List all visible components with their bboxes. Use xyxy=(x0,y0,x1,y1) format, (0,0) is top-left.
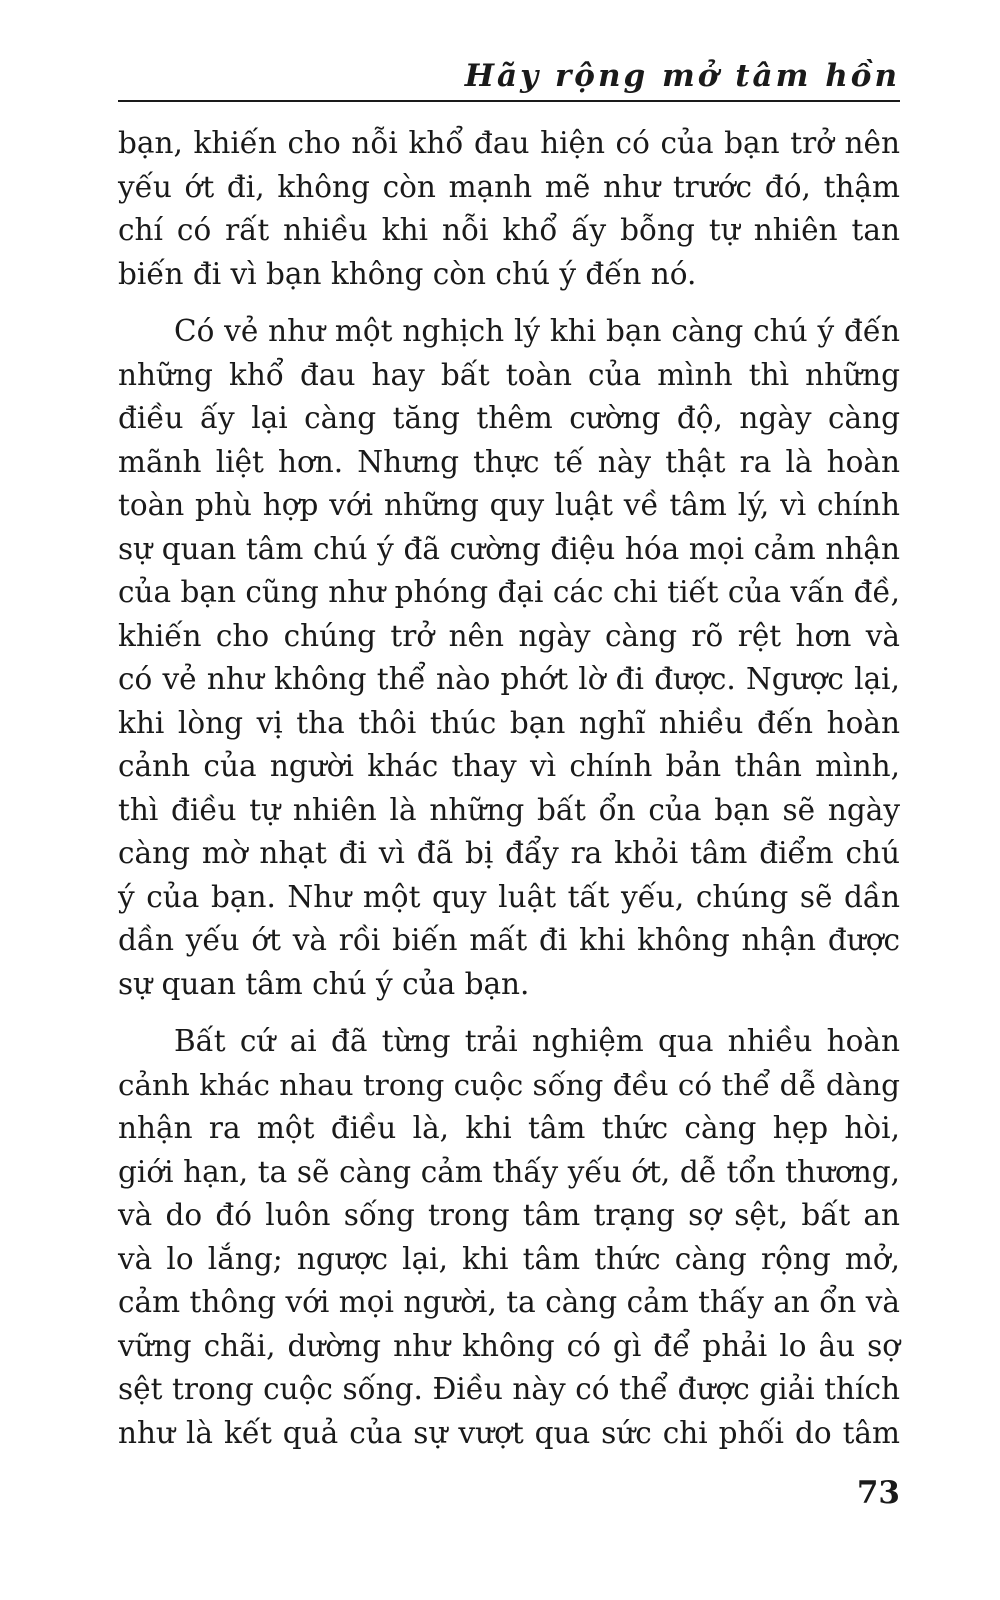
text-line: thì điều tự nhiên là những bất ổn của bạn sẽ ngày xyxy=(118,792,900,827)
text-line: của bạn cũng như phóng đại các chi tiết của vấn đề, xyxy=(118,575,900,609)
text-line: yếu ớt đi, không còn mạnh mẽ như trước đó, thậm xyxy=(118,169,900,204)
text-line: càng mờ nhạt đi vì đã bị đẩy ra khỏi tâm điểm chú xyxy=(118,836,900,870)
text-line: sệt trong cuộc sống. Điều này có thể được giải thích xyxy=(118,1372,900,1406)
text-line: sự quan tâm chú ý của bạn. xyxy=(118,966,530,1001)
text-line: có vẻ như không thể nào phớt lờ đi được. Ngược lại, xyxy=(118,662,900,696)
text-line: khiến cho chúng trở nên ngày càng rõ rệt hơn và xyxy=(118,618,900,653)
text-line: vững chãi, dường như không có gì để phải lo âu sợ xyxy=(118,1328,900,1363)
text-line: chí có rất nhiều khi nỗi khổ ấy bỗng tự nhiên tan xyxy=(118,213,900,247)
text-line: toàn phù hợp với những quy luật về tâm lý, vì chính xyxy=(118,488,900,522)
text-line: ý của bạn. Như một quy luật tất yếu, chúng sẽ dần xyxy=(118,879,900,914)
paragraph-gap xyxy=(118,296,900,310)
text-line: mãnh liệt hơn. Nhưng thực tế này thật ra là hoàn xyxy=(118,444,900,479)
paragraph-gap xyxy=(118,1006,900,1020)
text-line: khi lòng vị tha thôi thúc bạn nghĩ nhiều đến hoàn xyxy=(118,705,900,740)
text-line: Có vẻ như một nghịch lý khi bạn càng chú ý đến xyxy=(174,314,900,348)
running-title: Hãy rộng mở tâm hồn xyxy=(464,58,900,94)
running-header xyxy=(118,52,900,102)
text-line: giới hạn, ta sẽ càng cảm thấy yếu ớt, dễ tổn thương, xyxy=(118,1154,900,1189)
page-number: 73 xyxy=(856,1475,900,1511)
text-line: cảnh của người khác thay vì chính bản thân mình, xyxy=(118,749,900,783)
text-line: Bất cứ ai đã từng trải nghiệm qua nhiều hoàn xyxy=(174,1024,900,1058)
text-line: biến đi vì bạn không còn chú ý đến nó. xyxy=(118,256,697,291)
text-line: nhận ra một điều là, khi tâm thức càng hẹp hòi, xyxy=(118,1111,900,1145)
text-line: những khổ đau hay bất toàn của mình thì những xyxy=(118,357,900,392)
text-line: bạn, khiến cho nỗi khổ đau hiện có của bạn trở nên xyxy=(118,126,900,160)
body-text xyxy=(118,122,900,1455)
text-line: như là kết quả của sự vượt qua sức chi phối do tâm xyxy=(118,1415,900,1450)
text-line: và do đó luôn sống trong tâm trạng sợ sệt, bất an xyxy=(118,1198,900,1232)
text-line: điều ấy lại càng tăng thêm cường độ, ngày càng xyxy=(118,401,900,435)
text-line: cảm thông với mọi người, ta càng cảm thấy an ổn và xyxy=(118,1285,900,1319)
text-line: dần yếu ớt và rồi biến mất đi khi không nhận được xyxy=(118,923,900,957)
text-line: và lo lắng; ngược lại, khi tâm thức càng rộng mở, xyxy=(118,1241,900,1276)
text-line: cảnh khác nhau trong cuộc sống đều có thể dễ dàng xyxy=(118,1067,900,1102)
text-line: sự quan tâm chú ý đã cường điệu hóa mọi cảm nhận xyxy=(118,531,900,566)
